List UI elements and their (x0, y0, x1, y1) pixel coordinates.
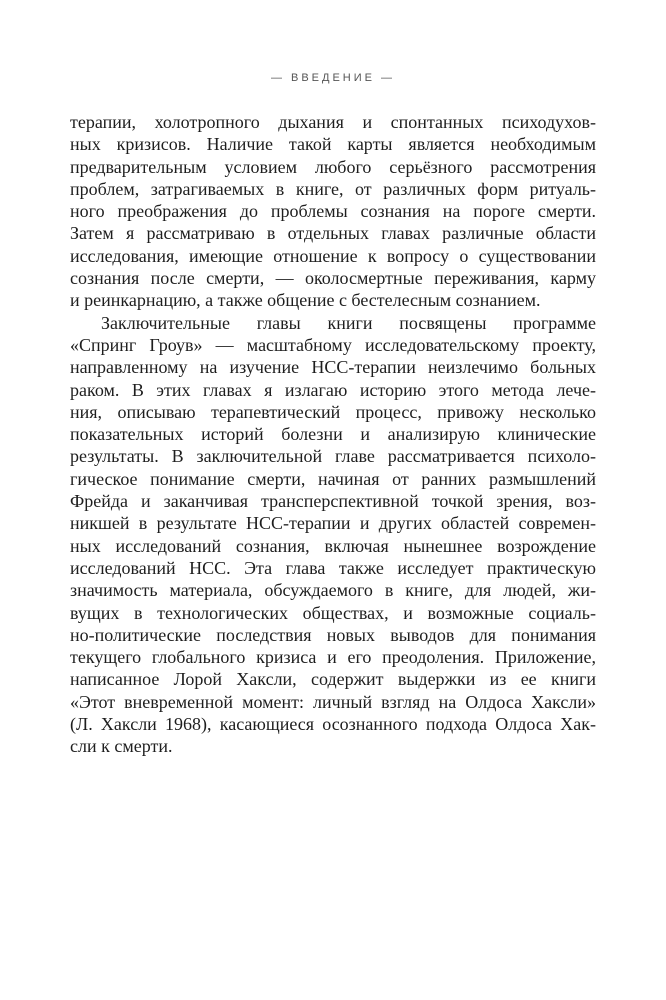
text-line: исследования, имеющие отношение к вопросу о существовании (70, 245, 596, 266)
text-line: и реинкарнацию, а также общение с бестелесным сознанием. (70, 290, 541, 311)
text-line: терапии, холотропного дыхания и спонтанных психодухов- (70, 112, 596, 132)
text-line: сли к смерти. (70, 736, 173, 757)
paragraph (70, 312, 596, 758)
text-line: ных исследований сознания, включая нынешнее возрождение (70, 535, 596, 556)
text-line: написанное Лорой Хаксли, содержит выдержки из ее книги (70, 669, 596, 690)
text-line: исследований НСС. Эта глава также исследует практическую (70, 557, 596, 578)
text-line: результаты. В заключительной главе рассматривается психоло- (70, 446, 596, 467)
text-line: ния, описываю терапевтический процесс, привожу несколько (70, 401, 596, 422)
body-text (70, 111, 596, 758)
paragraph (70, 111, 596, 312)
text-line: показательных историй болезни и анализирую клинические (70, 424, 596, 445)
text-line: текущего глобального кризиса и его преодоления. Приложение, (70, 647, 596, 668)
text-line: направленному на изучение НСС-терапии неизлечимо больных (70, 357, 596, 378)
running-header: — ВВЕДЕНИЕ — (270, 72, 396, 84)
text-line: значимость материала, обсуждаемого в книге, для людей, жи- (70, 580, 596, 601)
text-line: раком. В этих главах я излагаю историю этого метода лече- (70, 379, 596, 400)
text-line: сознания после смерти, — околосмертные переживания, карму (70, 268, 596, 289)
text-line: Заключительные главы книги посвящены программе (101, 312, 596, 333)
text-line: вущих в технологических обществах, и возможные социаль- (70, 602, 596, 623)
text-line: ного преображения до проблемы сознания на пороге смерти. (70, 201, 596, 222)
text-line: Затем я рассматриваю в отдельных главах различные области (70, 223, 596, 244)
text-line: «Спринг Гроув» — масштабному исследовательскому проекту, (70, 334, 596, 355)
text-line: ных кризисов. Наличие такой карты является необходимым (70, 134, 596, 155)
text-line: но-политические последствия новых выводов для понимания (70, 624, 596, 645)
text-line: предварительным условием любого серьёзного рассмотрения (70, 156, 596, 177)
text-line: Фрейда и заканчивая трансперспективной точкой зрения, воз- (70, 491, 596, 512)
text-line: гическое понимание смерти, начиная от ранних размышлений (70, 468, 596, 489)
text-line: (Л. Хаксли 1968), касающиеся осознанного подхода Олдоса Хак- (70, 714, 596, 735)
text-line: никшей в результате НСС-терапии и других областей современ- (70, 513, 596, 534)
text-line: «Этот вневременной момент: личный взгляд на Олдоса Хаксли» (70, 691, 596, 712)
text-line: проблем, затрагиваемых в книге, от различных форм ритуаль- (70, 178, 596, 199)
